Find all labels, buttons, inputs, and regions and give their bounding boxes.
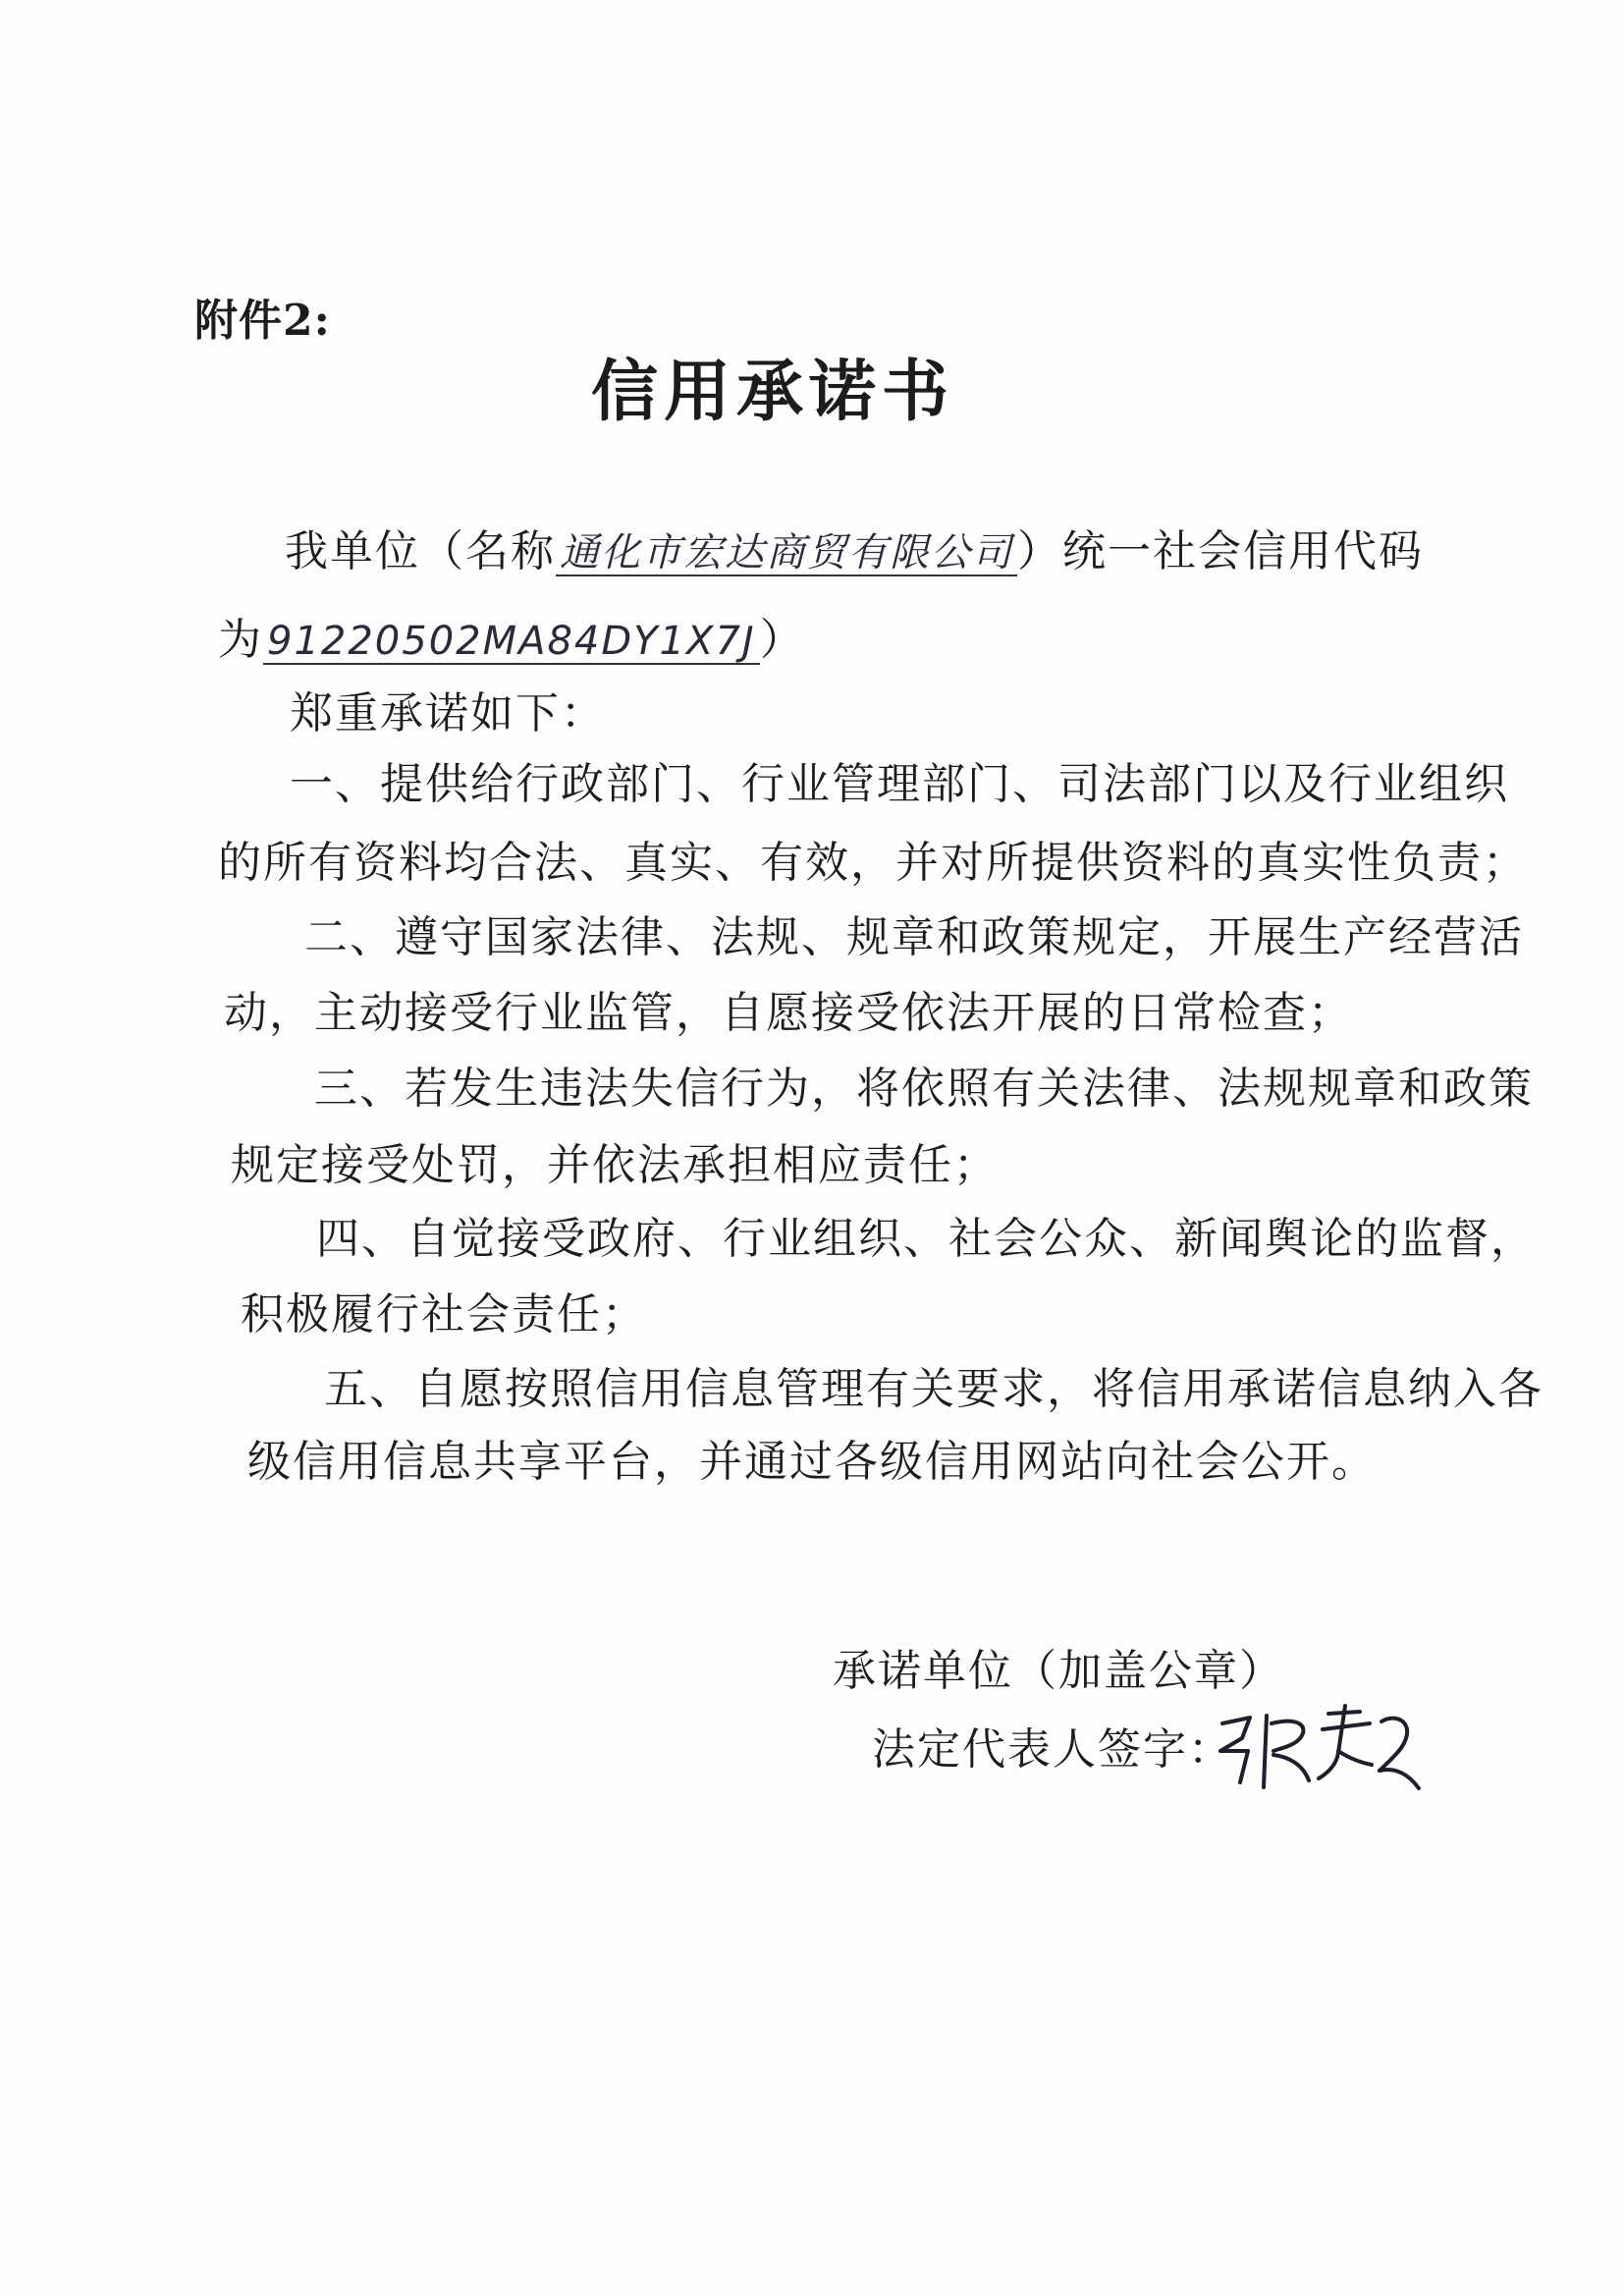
intro-line-name: [285, 516, 1424, 578]
commitment-lead: 郑重承诺如下：: [290, 688, 606, 738]
legal-rep-label: 法定代表人签字：: [872, 1724, 1233, 1775]
handwritten-signature: [1213, 1694, 1429, 1806]
document-title: 信用承诺书: [590, 353, 954, 431]
name-suffix: ）统一社会信用代码: [1017, 526, 1424, 576]
committing-unit-label: 承诺单位（加盖公章）: [833, 1646, 1284, 1696]
clause-line: 二、遵守国家法律、法规、规章和政策规定，开展生产经营活: [304, 912, 1524, 962]
name-prefix: 我单位（名称: [285, 526, 556, 576]
clause-line: 四、自觉接受政府、行业组织、社会公众、新闻舆论的监督，: [316, 1214, 1536, 1264]
code-prefix: 为: [218, 615, 263, 665]
attachment-label: 附件2:: [194, 296, 331, 346]
handwritten-company-name: 通化市宏达商贸有限公司: [556, 531, 1017, 576]
signature-scribble-icon: [1213, 1694, 1429, 1802]
clause-line: 积极履行社会责任；: [241, 1289, 647, 1339]
code-suffix: ）: [759, 615, 805, 665]
clause-line: 动，主动接受行业监管，自愿接受依法开展的日常检查；: [224, 988, 1353, 1038]
intro-line-code: [218, 604, 805, 667]
clause-line: 一、提供给行政部门、行业管理部门、司法部门以及行业组织: [290, 759, 1509, 809]
clause-line: 五、自愿按照信用信息管理有关要求，将信用承诺信息纳入各: [324, 1364, 1543, 1414]
clause-line: 规定接受处罚，并依法承担相应责任；: [231, 1140, 999, 1190]
clause-line: 级信用信息共享平台，并通过各级信用网站向社会公开。: [247, 1437, 1377, 1487]
clause-line: 三、若发生违法失信行为，将依照有关法律、法规规章和政策: [314, 1064, 1534, 1114]
clause-line: 的所有资料均合法、真实、有效，并对所提供资料的真实性负责；: [218, 838, 1528, 888]
handwritten-credit-code: 91220502MA84DY1X7J: [263, 620, 760, 665]
